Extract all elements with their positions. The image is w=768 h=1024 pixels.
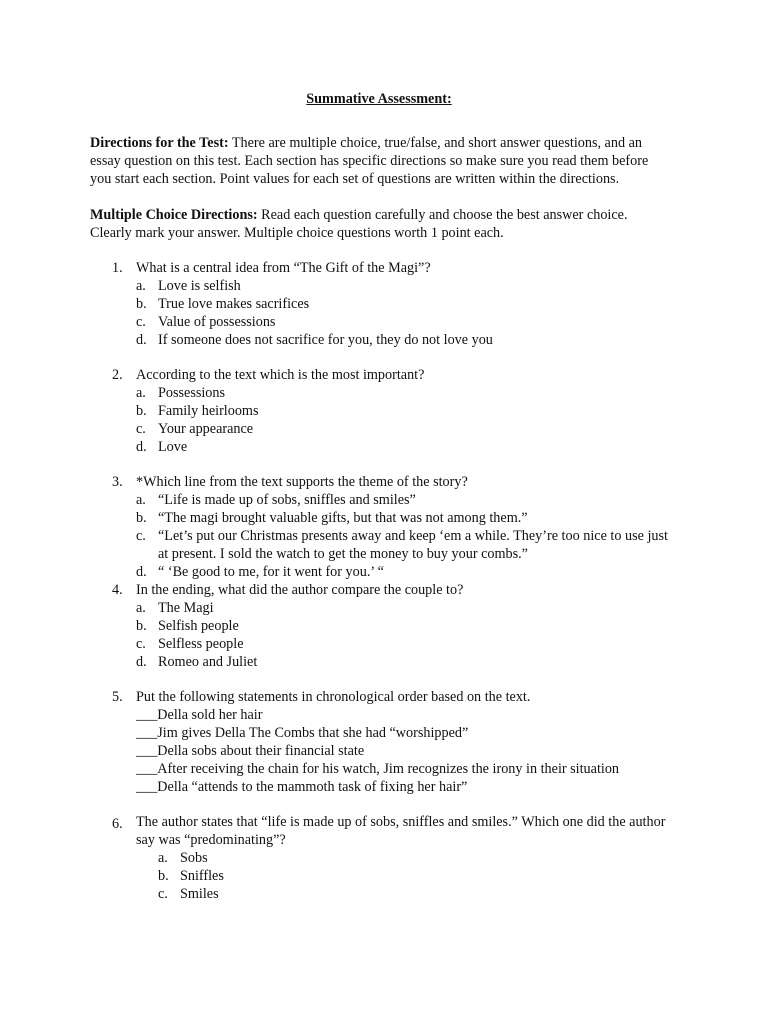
option: [136, 313, 668, 331]
question-text: The author states that “life is made up of sobs, sniffles and smiles.” Which one did the author say was “predominating”?: [136, 814, 666, 848]
option-text: Value of possessions: [158, 314, 276, 330]
ordering-statement: ___Jim gives Della The Combs that she had “worshipped”: [136, 725, 469, 741]
option-letter: d.: [136, 332, 147, 348]
option-text: “The magi brought valuable gifts, but that was not among them.”: [158, 510, 528, 526]
option-letter: b.: [136, 510, 147, 526]
option-text: Sobs: [180, 850, 208, 866]
question-number: 6.: [112, 816, 123, 832]
option: [136, 295, 668, 313]
option-text: The Magi: [158, 600, 214, 616]
option: [136, 527, 668, 563]
option-text: Romeo and Juliet: [158, 654, 258, 670]
option: [136, 563, 668, 581]
ordering-statement: ___After receiving the chain for his watch, Jim recognizes the irony in their situation: [136, 761, 620, 777]
question-4: [90, 581, 668, 671]
option: [136, 420, 668, 438]
question-text: What is a central idea from “The Gift of the Magi”?: [136, 260, 431, 276]
question-3: [90, 473, 668, 581]
ordering-statement: ___Della sobs about their financial state: [136, 743, 365, 759]
option: [136, 653, 668, 671]
question-text: According to the text which is the most important?: [136, 367, 425, 383]
option-letter: c.: [136, 636, 146, 652]
question-number: 4.: [112, 582, 123, 598]
option-text: “ ‘Be good to me, for it went for you.’ “: [158, 564, 384, 580]
option-text: True love makes sacrifices: [158, 296, 310, 312]
question-text: *Which line from the text supports the theme of the story?: [136, 474, 468, 490]
question-number: 1.: [112, 260, 123, 276]
question-2: [90, 366, 668, 456]
option-letter: b.: [136, 296, 147, 312]
option-text: Family heirlooms: [158, 403, 259, 419]
option-text: Love is selfish: [158, 278, 241, 294]
option-letter: c.: [136, 314, 146, 330]
question-number: 3.: [112, 474, 123, 490]
option-text: “Life is made up of sobs, sniffles and smiles”: [158, 492, 416, 508]
option: [136, 277, 668, 295]
page-title: Summative Assessment:: [306, 91, 452, 107]
option-letter: b.: [136, 403, 147, 419]
option: [158, 885, 668, 903]
option-letter: c.: [136, 421, 146, 437]
option-letter: b.: [158, 868, 169, 884]
option-letter: a.: [136, 385, 146, 401]
option-letter: a.: [136, 492, 146, 508]
question-text: Put the following statements in chronological order based on the text.: [136, 689, 531, 705]
test-directions-text: There are multiple choice, true/false, and short answer questions, and an essay question on this test. Each section has specific directions so make sure you read them before you start each section. Point values for each set of questions are written within the directions.: [90, 135, 649, 187]
option-text: Possessions: [158, 385, 226, 401]
question-list: [90, 259, 668, 903]
ordering-statement: ___Della “attends to the mammoth task of fixing her hair”: [136, 779, 468, 795]
option-letter: a.: [158, 850, 168, 866]
option: [136, 331, 668, 349]
question-number: 5.: [112, 689, 123, 705]
question-text: In the ending, what did the author compare the couple to?: [136, 582, 464, 598]
question-5: [90, 688, 668, 796]
question-number: 2.: [112, 367, 123, 383]
option: [136, 491, 668, 509]
question-6: [90, 813, 668, 903]
mc-directions-text: Read each question carefully and choose the best answer choice. Clearly mark your answer. Multiple choice questions worth 1 point each.: [90, 207, 628, 241]
option-list: [136, 599, 668, 671]
option: [136, 617, 668, 635]
option: [158, 849, 668, 867]
option-letter: a.: [136, 278, 146, 294]
option-letter: d.: [136, 564, 147, 580]
option: [136, 402, 668, 420]
option-letter: d.: [136, 654, 147, 670]
option-text: Selfish people: [158, 618, 239, 634]
option-text: “Let’s put our Christmas presents away and keep ‘em a while. They’re too nice to use just at present. I sold the watch to get the money to buy your combs.”: [158, 528, 668, 562]
question-1: [90, 259, 668, 349]
option-letter: c.: [158, 886, 168, 902]
mc-directions-label: Multiple Choice Directions:: [90, 207, 258, 223]
option-letter: c.: [136, 528, 146, 544]
option: [158, 867, 668, 885]
option: [136, 635, 668, 653]
option-text: Love: [158, 439, 188, 455]
option-list: [136, 491, 668, 581]
option-list: [136, 277, 668, 349]
option-text: Sniffles: [180, 868, 224, 884]
option-text: Selfless people: [158, 636, 244, 652]
option-list: [136, 384, 668, 456]
option-text: Your appearance: [158, 421, 254, 437]
option-letter: b.: [136, 618, 147, 634]
option-text: If someone does not sacrifice for you, they do not love you: [158, 332, 493, 348]
option-letter: a.: [136, 600, 146, 616]
mc-directions: [90, 206, 668, 242]
option: [136, 438, 668, 456]
ordering-statement: ___Della sold her hair: [136, 707, 263, 723]
option: [136, 384, 668, 402]
test-directions-label: Directions for the Test:: [90, 135, 229, 151]
option-letter: d.: [136, 439, 147, 455]
option-text: Smiles: [180, 886, 219, 902]
option: [136, 599, 668, 617]
test-directions: [90, 134, 668, 188]
option-list: [136, 849, 668, 903]
ordering-list: [136, 706, 668, 796]
option: [136, 509, 668, 527]
